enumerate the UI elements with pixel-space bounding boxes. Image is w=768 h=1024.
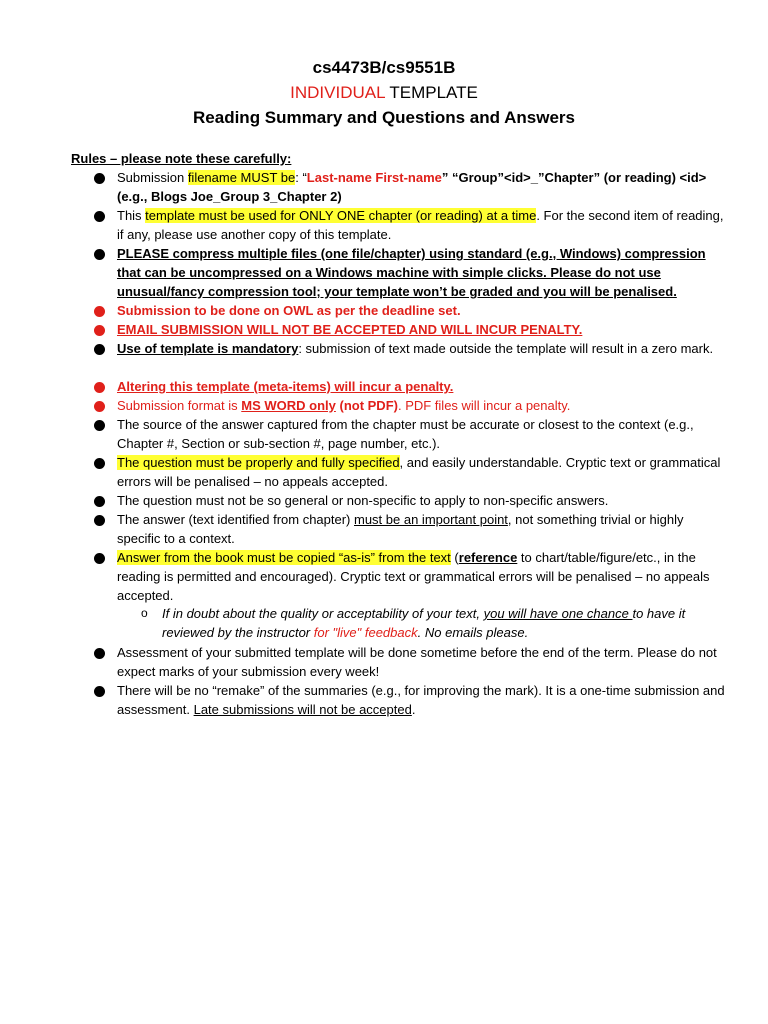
bullet-icon: [94, 401, 105, 412]
rule-answer-important: [117, 510, 729, 548]
rule-text: to chart/table/figure/etc., in the reading is permitted and encouraged). Cryptic text or grammatical errors will be penalised – no appeals accepted.: [117, 550, 710, 603]
rule-copy-as-is: [117, 548, 729, 605]
bullet-icon: [94, 420, 105, 431]
rule-altering: Altering this template (meta-items) will incur a penalty.: [117, 379, 454, 394]
rules-heading: Rules – please note these carefully:: [71, 151, 292, 166]
rule-text: , not something trivial or highly specific to a context.: [117, 512, 684, 546]
bullet-icon: [94, 496, 105, 507]
bullet-icon: [94, 458, 105, 469]
document-subtitle: Reading Summary and Questions and Answers: [193, 108, 575, 127]
rule-no-remake: [117, 681, 729, 719]
rule-text: . PDF files will incur a penalty.: [397, 398, 571, 413]
rule-email: EMAIL SUBMISSION WILL NOT BE ACCEPTED AND WILL INCUR PENALTY.: [117, 322, 583, 337]
bold-text: MS WORD only: [241, 398, 336, 413]
template-word: TEMPLATE: [384, 83, 478, 102]
rule-text: The answer (text identified from chapter): [117, 512, 354, 527]
highlighted-text: Answer from the book must be copied “as-is” from the text: [117, 550, 451, 565]
bullet-icon: [94, 515, 105, 526]
red-text: Last-name First-name: [306, 170, 442, 185]
rule-question-specified: [117, 453, 729, 491]
bold-text: (e.g., Blogs Joe_Group 3_Chapter 2): [117, 189, 342, 204]
rule-assessment: Assessment of your submitted template will be done sometime before the end of the term. Please do not expect marks of your submission every week!: [117, 645, 717, 679]
rule-text: There will be no “remake” of the summaries (e.g., for improving the mark). It is a one-time submission and assessment.: [117, 683, 725, 717]
rule-text: : submission of text made outside the template will result in a zero mark.: [298, 341, 714, 356]
rule-text: This: [117, 208, 146, 223]
highlighted-text: The question must be properly and fully specified: [117, 455, 400, 470]
bold-text: Use of template is mandatory: [117, 341, 299, 356]
underlined-text: must be an important point: [354, 512, 508, 527]
rule-text: If in doubt about the quality or acceptability of your text,: [162, 606, 484, 621]
rule-one-chapter: [117, 206, 729, 244]
bullet-icon: [94, 211, 105, 222]
rule-owl-submission: Submission to be done on OWL as per the deadline set.: [117, 303, 461, 318]
rule-compression: PLEASE compress multiple files (one file/chapter) using standard (e.g., Windows) compression that can be uncompressed on a Windows machine with simple clicks. Please do not use unusual/fancy compression tool; your template won’t be graded and you will be penalised.: [117, 246, 706, 299]
sub-bullet-icon: o: [141, 606, 148, 620]
bullet-icon: [94, 553, 105, 564]
bullet-icon: [94, 344, 105, 355]
underlined-text: you will have one chance: [483, 606, 633, 621]
rule-text: (: [450, 550, 459, 565]
bold-text: reference: [458, 550, 518, 565]
rule-text: . For the second item of reading, if any, please use another copy of this template.: [117, 208, 724, 242]
rule-question-general: The question must not be so general or non-specific to apply to non-specific answers.: [117, 493, 609, 508]
bullet-icon: [94, 382, 105, 393]
bold-text: ” “Group”<id>_”Chapter” (or reading) <id>: [441, 170, 707, 185]
rule-review-chance: [162, 604, 728, 642]
rule-text: Submission format is: [117, 398, 242, 413]
rule-text: : “: [295, 170, 307, 185]
bullet-icon: [94, 648, 105, 659]
rule-text: , and easily understandable. Cryptic text or grammatical errors will be penalised – no appeals accepted.: [117, 455, 721, 489]
bullet-icon: [94, 686, 105, 697]
template-title: [0, 83, 768, 103]
rule-text: . No emails please.: [417, 625, 529, 640]
rule-text: to have it reviewed by the instructor: [162, 606, 686, 640]
bullet-icon: [94, 173, 105, 184]
highlighted-text: template must be used for ONLY ONE chapter (or reading) at a time: [145, 208, 537, 223]
template-word-red: INDIVIDUAL: [290, 83, 385, 102]
bullet-icon: [94, 306, 105, 317]
rule-format: [117, 396, 729, 415]
course-code: cs4473B/cs9551B: [312, 58, 456, 77]
bullet-icon: [94, 325, 105, 336]
rule-text: .: [411, 702, 416, 717]
highlighted-text: filename MUST be: [187, 170, 296, 185]
underlined-text: Late submissions will not be accepted: [193, 702, 412, 717]
rule-source: The source of the answer captured from the chapter must be accurate or closest to the context (e.g., Chapter #, Section or sub-section #, page number, etc.).: [117, 417, 694, 451]
rule-template-mandatory: [117, 339, 729, 358]
red-text: for "live" feedback: [313, 625, 418, 640]
rule-filename: [117, 168, 729, 206]
bold-text: (not PDF): [335, 398, 398, 413]
rule-text: Submission: [117, 170, 188, 185]
bullet-icon: [94, 249, 105, 260]
